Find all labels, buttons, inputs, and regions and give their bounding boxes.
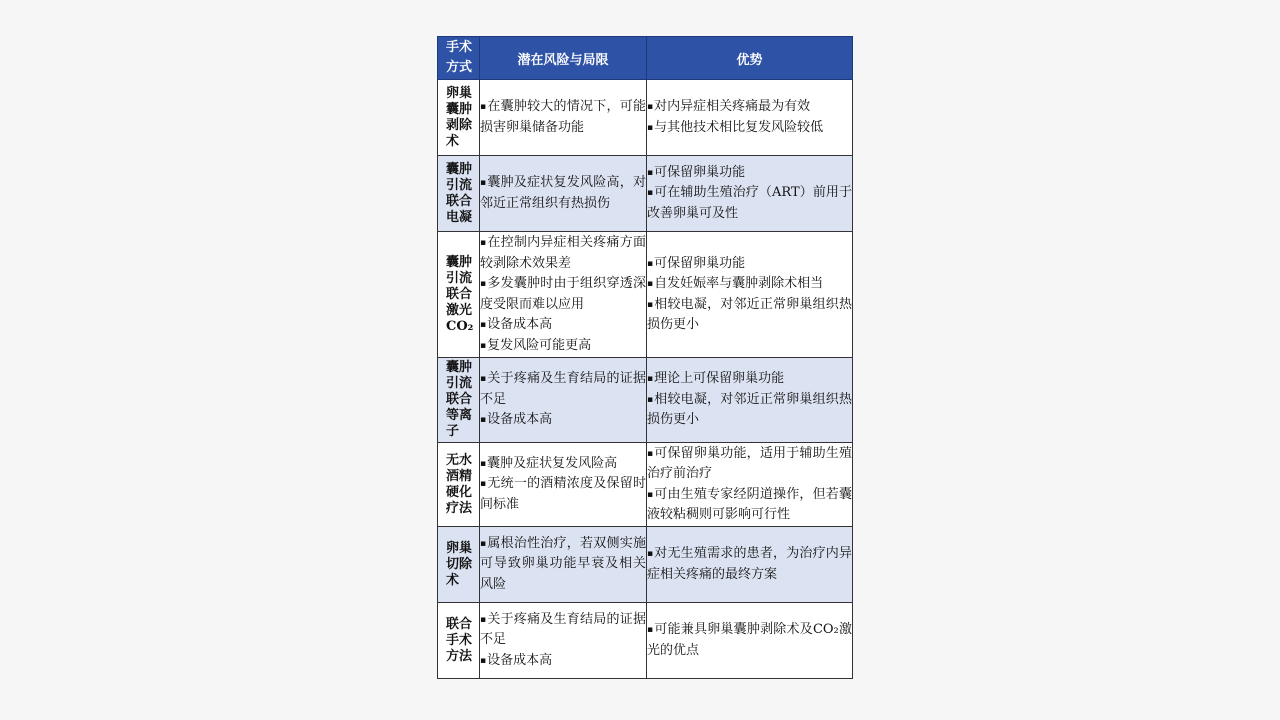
table-row	[438, 443, 853, 527]
risk-item: ▪ 关于疼痛及生育结局的证据不足	[480, 369, 646, 410]
risk-item: ▪ 在囊肿较大的情况下，可能损害卵巢储备功能	[480, 97, 646, 138]
advantage-item: ▪ 相较电凝，对邻近正常卵巢组织热损伤更小	[647, 390, 852, 431]
advantage-item: ▪ 相较电凝，对邻近正常卵巢组织热损伤更小	[647, 295, 852, 336]
advantage-cell	[647, 443, 853, 527]
procedure-cell: 卵巢切除术	[438, 527, 480, 603]
table-row	[438, 603, 853, 679]
table-row	[438, 358, 853, 443]
advantage-item: ▪ 可保留卵巢功能	[647, 163, 852, 184]
procedure-cell: 无水酒精硬化疗法	[438, 443, 480, 527]
advantage-cell	[647, 80, 853, 156]
risk-item: ▪ 多发囊肿时由于组织穿透深度受限而难以应用	[480, 274, 646, 315]
procedure-cell: 囊肿引流联合激光CO₂	[438, 232, 480, 358]
procedure-cell: 囊肿引流联合电凝	[438, 156, 480, 232]
risk-cell	[480, 80, 647, 156]
advantage-item: ▪ 可保留卵巢功能	[647, 254, 852, 275]
table-row	[438, 156, 853, 232]
risk-cell	[480, 527, 647, 603]
risk-item: ▪ 无统一的酒精浓度及保留时间标准	[480, 474, 646, 515]
risk-item: ▪ 设备成本高	[480, 410, 646, 431]
risk-item: ▪ 关于疼痛及生育结局的证据不足	[480, 610, 646, 651]
risk-item: ▪ 属根治性治疗，若双侧实施可导致卵巢功能早衰及相关风险	[480, 534, 646, 596]
advantage-item: ▪ 可在辅助生殖治疗（ART）前用于改善卵巢可及性	[647, 183, 852, 224]
table-row	[438, 232, 853, 358]
procedure-cell: 联合手术方法	[438, 603, 480, 679]
advantage-item: ▪ 理论上可保留卵巢功能	[647, 369, 852, 390]
advantage-cell	[647, 232, 853, 358]
advantage-cell	[647, 603, 853, 679]
table-header-row	[438, 37, 853, 80]
risk-item: ▪ 囊肿及症状复发风险高，对邻近正常组织有热损伤	[480, 173, 646, 214]
risk-item: ▪ 复发风险可能更高	[480, 336, 646, 357]
advantage-item: ▪ 与其他技术相比复发风险较低	[647, 118, 852, 139]
procedures-table	[437, 36, 853, 679]
advantage-cell	[647, 156, 853, 232]
risk-item: ▪ 在控制内异症相关疼痛方面较剥除术效果差	[480, 233, 646, 274]
advantage-item: ▪ 可保留卵巢功能，适用于辅助生殖治疗前治疗	[647, 444, 852, 485]
advantage-item: ▪ 对内异症相关疼痛最为有效	[647, 97, 852, 118]
header-advantages: 优势	[647, 37, 853, 80]
advantage-cell	[647, 527, 853, 603]
advantage-item: ▪ 可由生殖专家经阴道操作，但若囊液较粘稠则可影响可行性	[647, 485, 852, 526]
table-row	[438, 80, 853, 156]
risk-cell	[480, 443, 647, 527]
risk-item: ▪ 设备成本高	[480, 315, 646, 336]
risk-cell	[480, 603, 647, 679]
risk-cell	[480, 358, 647, 443]
risk-item: ▪ 囊肿及症状复发风险高	[480, 454, 646, 475]
advantage-item: ▪ 对无生殖需求的患者，为治疗内异症相关疼痛的最终方案	[647, 544, 852, 585]
advantage-cell	[647, 358, 853, 443]
risk-cell	[480, 232, 647, 358]
table-row	[438, 527, 853, 603]
header-procedure: 手术方式	[438, 37, 480, 80]
procedure-cell: 卵巢囊肿剥除术	[438, 80, 480, 156]
advantage-item: ▪ 自发妊娠率与囊肿剥除术相当	[647, 274, 852, 295]
procedure-cell: 囊肿引流联合等离子	[438, 358, 480, 443]
advantage-item: ▪ 可能兼具卵巢囊肿剥除术及CO₂激光的优点	[647, 620, 852, 661]
risk-cell	[480, 156, 647, 232]
risk-item: ▪ 设备成本高	[480, 651, 646, 672]
header-risks: 潜在风险与局限	[480, 37, 647, 80]
